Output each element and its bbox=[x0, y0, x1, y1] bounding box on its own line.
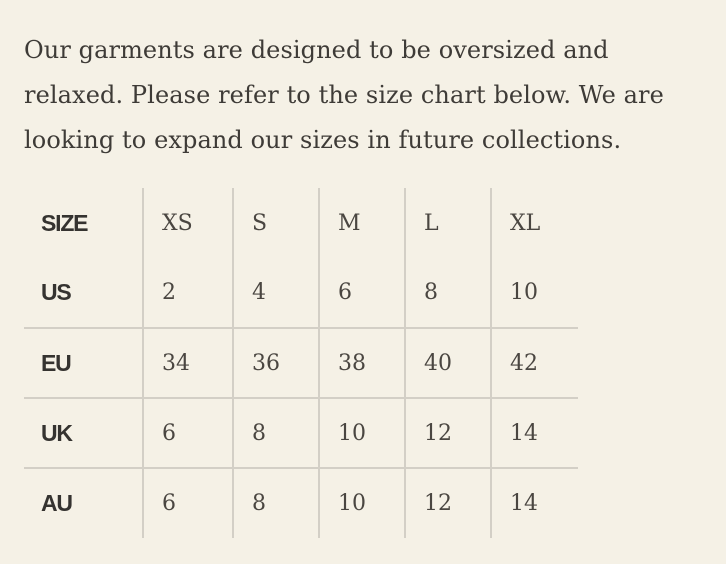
table-row-eu bbox=[24, 328, 578, 398]
row-label-au: AU bbox=[24, 468, 143, 538]
size-table bbox=[24, 188, 578, 538]
table-header-row bbox=[24, 188, 578, 258]
size-chart bbox=[24, 188, 578, 538]
table-cell: 10 bbox=[319, 398, 405, 468]
table-row-uk bbox=[24, 398, 578, 468]
table-cell: 6 bbox=[143, 398, 233, 468]
header-cell-m: M bbox=[319, 188, 405, 258]
table-cell: 8 bbox=[405, 258, 491, 328]
table-cell: 6 bbox=[319, 258, 405, 328]
header-cell-l: L bbox=[405, 188, 491, 258]
table-cell: 36 bbox=[233, 328, 319, 398]
table-cell: 8 bbox=[233, 398, 319, 468]
row-label-uk: UK bbox=[24, 398, 143, 468]
header-cell-xl: XL bbox=[491, 188, 578, 258]
table-cell: 8 bbox=[233, 468, 319, 538]
table-cell: 12 bbox=[405, 398, 491, 468]
table-row-au bbox=[24, 468, 578, 538]
table-cell: 6 bbox=[143, 468, 233, 538]
header-cell-xs: XS bbox=[143, 188, 233, 258]
header-size-label: SIZE bbox=[41, 209, 88, 236]
table-row-us bbox=[24, 258, 578, 328]
table-cell: 10 bbox=[491, 258, 578, 328]
row-label-us: US bbox=[41, 279, 71, 305]
table-cell: 2 bbox=[143, 258, 233, 328]
intro-paragraph: Our garments are designed to be oversized and relaxed. Please refer to the size chart below. We are looking to expand our sizes in future collections. bbox=[24, 36, 664, 154]
table-cell: 4 bbox=[233, 258, 319, 328]
table-cell: 14 bbox=[491, 398, 578, 468]
table-cell: 34 bbox=[143, 328, 233, 398]
table-cell: 40 bbox=[405, 328, 491, 398]
table-cell: 12 bbox=[405, 468, 491, 538]
row-label-eu: EU bbox=[24, 328, 143, 398]
table-cell: 42 bbox=[491, 328, 578, 398]
table-cell: 10 bbox=[319, 468, 405, 538]
table-cell: 14 bbox=[491, 468, 578, 538]
header-cell-s: S bbox=[233, 188, 319, 258]
table-cell: 38 bbox=[319, 328, 405, 398]
